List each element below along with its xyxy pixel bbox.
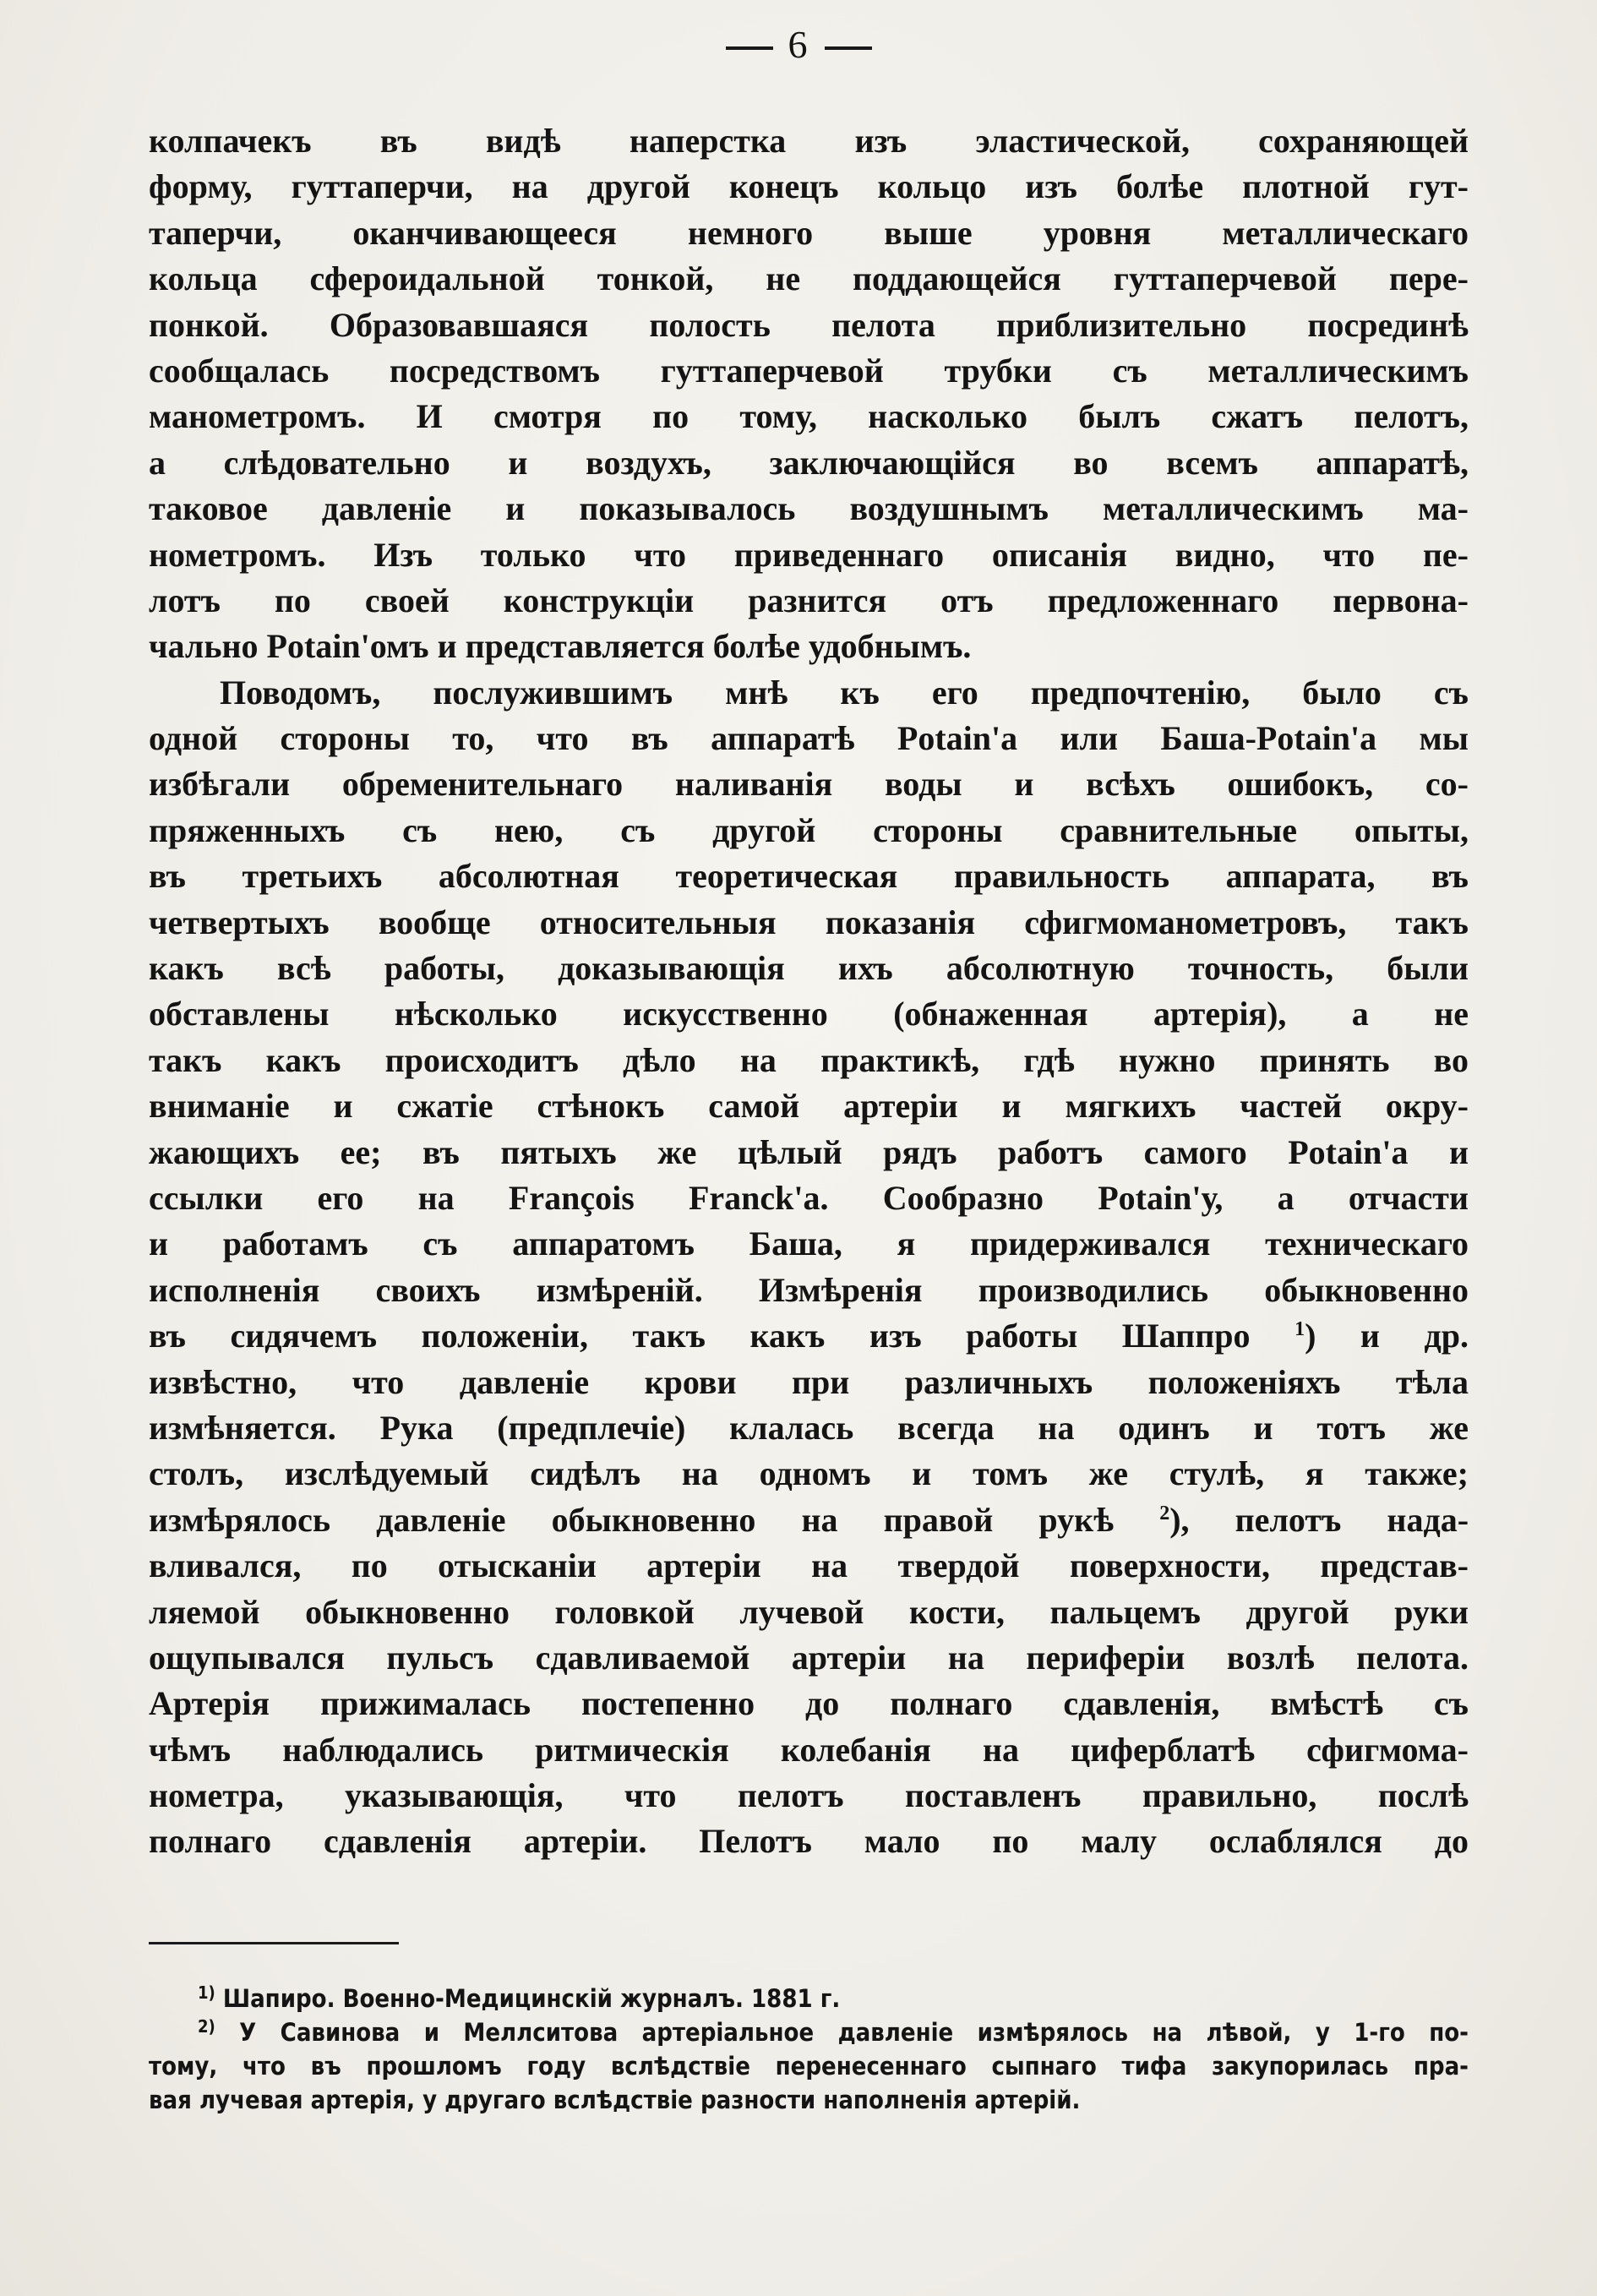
body-line: въ третьихъ абсолютная теоретическая правильность аппарата, въ (149, 857, 1469, 896)
body-line: и работамъ съ аппаратомъ Баша, я придерживался техническаго (149, 1224, 1469, 1263)
body-line: нометромъ. Изъ только что приведеннаго описанія видно, что пе- (149, 535, 1469, 574)
body-line: лотъ по своей конструкціи разнится отъ предложеннаго первона- (149, 581, 1469, 619)
body-line: пряженныхъ съ нею, съ другой стороны сравнительные опыты, (149, 810, 1469, 849)
body-line-with-footnote-ref (149, 1497, 1469, 1543)
footnote-ref-1: 1 (1294, 1318, 1305, 1341)
body-line-tail: ) и др. (1305, 1317, 1469, 1355)
footnote-2-text: У Савинова и Меллситова артеріальное давленіе измѣрялось на лѣвой, у 1-го по- (239, 2018, 1469, 2047)
body-line: одной стороны то, что въ аппаратѣ Potain'а или Баша-Potain'а мы (149, 719, 1469, 758)
footnote-divider (149, 1942, 399, 1944)
header-dash-right (825, 46, 872, 50)
footnote-2-line: вая лучевая артерія, у другаго вслѣдствіе разности наполненія артерій. (149, 2086, 1081, 2114)
body-line: Артерія прижималась постепенно до полнаго сдавленія, вмѣстѣ съ (149, 1684, 1469, 1723)
body-line: извѣстно, что давленіе крови при различныхъ положеніяхъ тѣла (149, 1362, 1469, 1401)
body-line: избѣгали обременительнаго наливанія воды и всѣхъ ошибокъ, со- (149, 765, 1469, 804)
body-line: манометромъ. И смотря по тому, насколько былъ сжатъ пелотъ, (149, 397, 1469, 436)
page-number: 6 (788, 23, 809, 66)
body-line: колпачекъ въ видѣ наперстка изъ эластической, сохраняющей (149, 122, 1469, 160)
footnote-1 (149, 1982, 1469, 2015)
body-line: измѣняется. Рука (предплечіе) клалась всегда на одинъ и тотъ же (149, 1408, 1469, 1447)
body-line: ляемой обыкновенно головкой лучевой кости, пальцемъ другой руки (149, 1592, 1469, 1631)
body-line-text: въ сидячемъ положеніи, такъ какъ изъ работы Шаппро (149, 1317, 1251, 1355)
body-line: жающихъ ее; въ пятыхъ же цѣлый рядъ работъ самого Potain'а и (149, 1132, 1469, 1171)
paragraph-start-line: Поводомъ, послужившимъ мнѣ къ его предпочтенію, было съ (220, 673, 1469, 712)
body-line: вливался, по отысканіи артеріи на твердой поверхности, представ- (149, 1546, 1469, 1585)
body-text (149, 118, 1469, 1865)
body-line: обставлены нѣсколько искусственно (обнаженная артерія), а не (149, 995, 1469, 1033)
footnote-2-line: тому, что въ прошломъ году вслѣдствіе перенесеннаго сыпнаго тифа закупорилась пра- (149, 2052, 1469, 2081)
footnote-2-marker: 2) (198, 2016, 215, 2037)
body-line-tail: ), пелотъ нада- (1169, 1500, 1469, 1539)
body-line: ссылки его на François Franck'а. Сообразно Potain'у, а отчасти (149, 1178, 1469, 1217)
body-line: таковое давленіе и показывалось воздушнымъ металлическимъ ма- (149, 489, 1469, 528)
body-line: таперчи, оканчивающееся немного выше уровня металлическаго (149, 213, 1469, 252)
body-line: а слѣдовательно и воздухъ, заключающійся во всемъ аппаратѣ, (149, 443, 1469, 482)
body-line: столъ, изслѣдуемый сидѣлъ на одномъ и томъ же стулѣ, я также; (149, 1454, 1469, 1493)
body-line: чѣмъ наблюдались ритмическія колебанія на циферблатѣ сфигмома- (149, 1730, 1469, 1769)
page-header (0, 22, 1597, 67)
footnote-2 (149, 2015, 1469, 2049)
footnote-ref-2: 2 (1159, 1502, 1170, 1524)
body-line: четвертыхъ вообще относительныя показанія сфигмоманометровъ, такъ (149, 903, 1469, 941)
body-line: форму, гуттаперчи, на другой конецъ кольцо изъ болѣе плотной гут- (149, 167, 1469, 206)
footnote-1-text: Шапиро. Военно-Медицинскій журналъ. 1881 г. (222, 1984, 841, 2013)
body-line-with-footnote-ref (149, 1313, 1469, 1359)
body-line: сообщалась посредствомъ гуттаперчевой трубки съ металлическимъ (149, 351, 1469, 390)
body-line: чально Potain'омъ и представляется болѣе удобнымъ. (149, 627, 972, 666)
header-dash-left (726, 46, 773, 50)
body-line: ощупывался пульсъ сдавливаемой артеріи на периферіи возлѣ пелота. (149, 1638, 1469, 1677)
body-line: понкой. Образовавшаяся полость пелота приблизительно посрединѣ (149, 305, 1469, 344)
body-line: полнаго сдавленія артеріи. Пелотъ мало по малу ослаблялся до (149, 1822, 1469, 1861)
body-line: исполненія своихъ измѣреній. Измѣренія производились обыкновенно (149, 1270, 1469, 1309)
body-line: кольца сфероидальной тонкой, не поддающейся гуттаперчевой пере- (149, 259, 1469, 298)
footnotes (149, 1982, 1469, 2117)
body-line: какъ всѣ работы, доказывающія ихъ абсолютную точность, были (149, 949, 1469, 988)
body-line: нометра, указывающія, что пелотъ поставленъ правильно, послѣ (149, 1776, 1469, 1815)
footnote-1-marker: 1) (198, 1982, 215, 2003)
body-line: такъ какъ происходитъ дѣло на практикѣ, гдѣ нужно принять во (149, 1040, 1469, 1079)
body-line: вниманіе и сжатіе стѣнокъ самой артеріи и мягкихъ частей окру- (149, 1087, 1469, 1126)
body-line-text: измѣрялось давленіе обыкновенно на правой рукѣ (149, 1500, 1115, 1539)
